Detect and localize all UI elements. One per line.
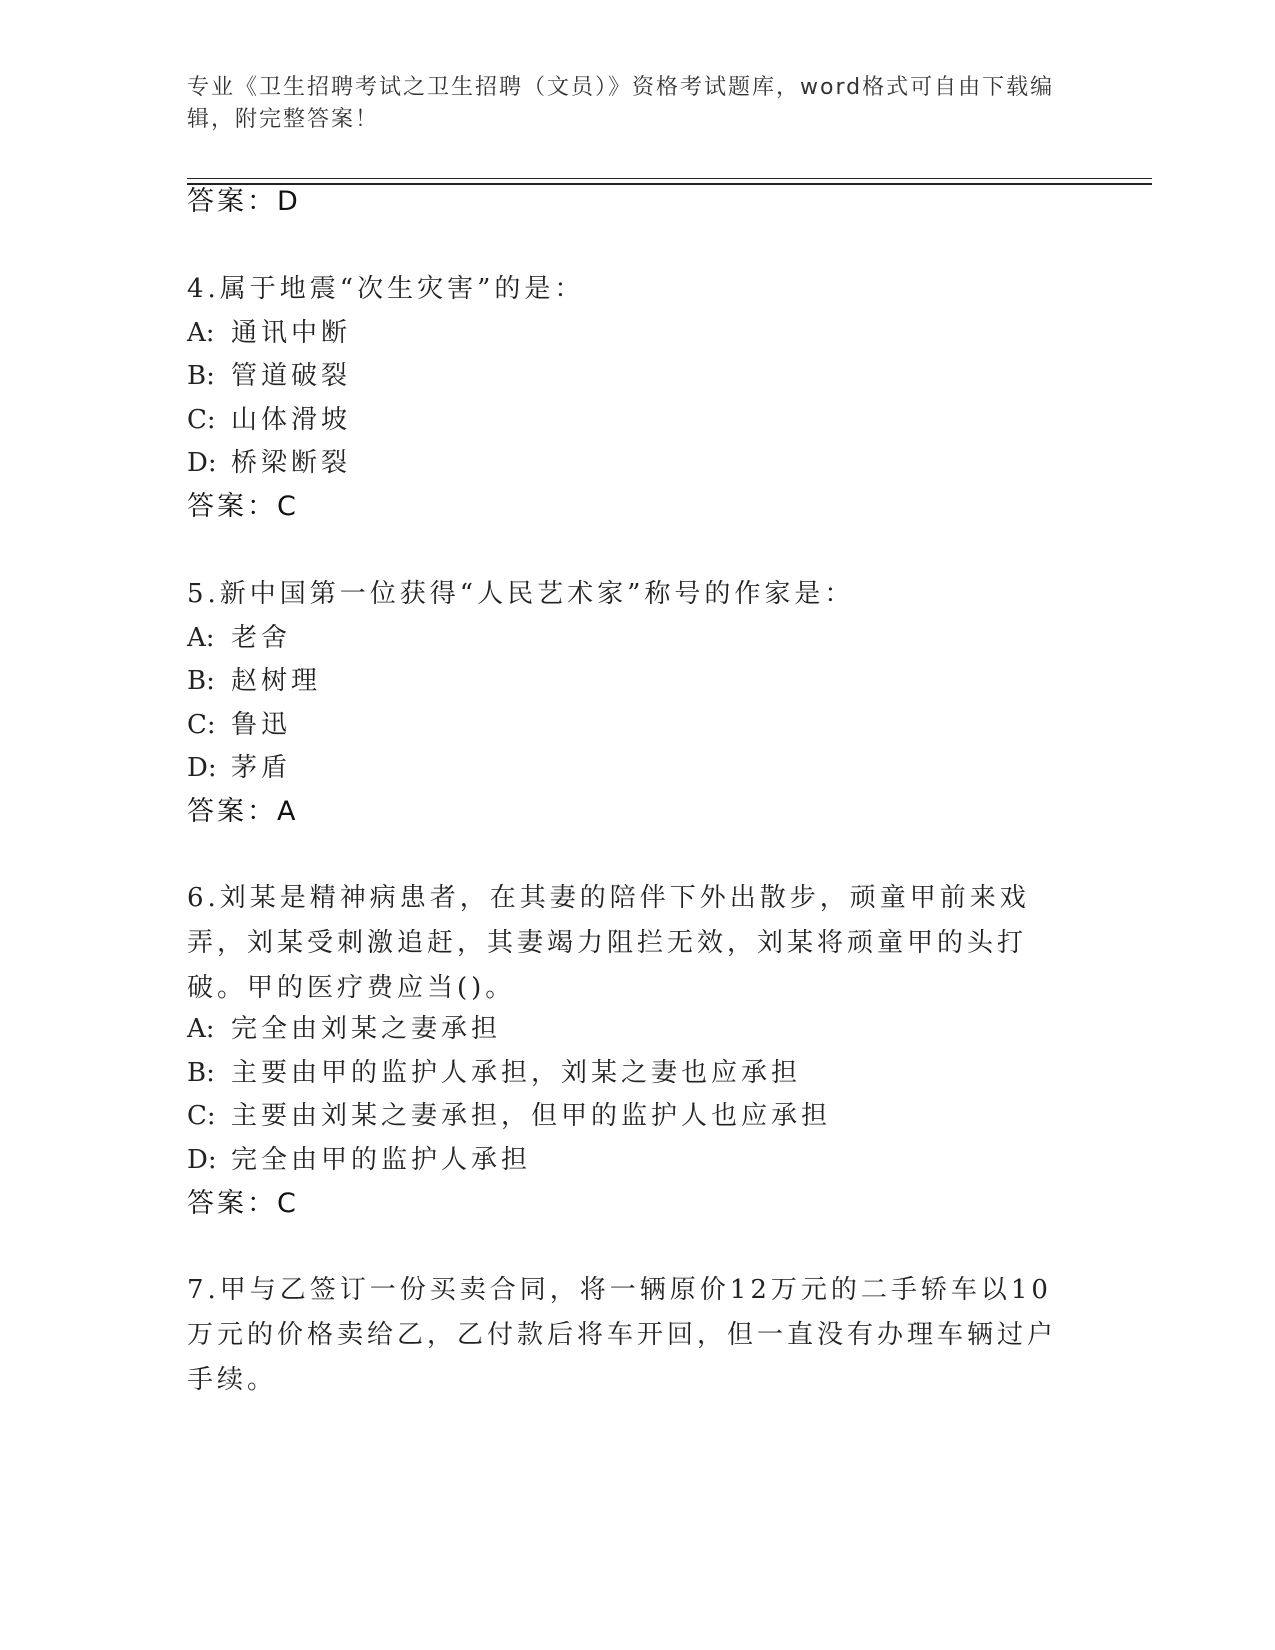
question-6-option-b [187,1057,801,1089]
option-text: 鲁迅 [231,710,292,740]
option-label: D: [187,448,217,478]
question-6-option-c [187,1100,831,1132]
answer-prev [187,186,301,218]
option-text: 通讯中断 [231,318,352,348]
option-label: D: [187,753,217,783]
answer-value: D [277,186,301,217]
question-6-option-a [187,1013,501,1045]
question-5-answer [187,796,298,828]
option-label: B: [187,361,215,391]
option-label: A: [187,1014,215,1044]
question-6-option-d [187,1144,531,1176]
header-divider-thin [187,178,1152,179]
question-5-option-a [187,622,291,654]
option-text: 茅盾 [231,753,292,783]
question-4-stem: 4.属于地震“次生灾害”的是： [187,274,585,304]
question-4-option-a [187,317,351,349]
question-5-option-d [187,752,291,784]
header-divider-thick [187,183,1152,185]
option-label: C: [187,1101,216,1131]
option-text: 管道破裂 [231,361,352,391]
option-text: 主要由甲的监护人承担，刘某之妻也应承担 [231,1058,802,1088]
option-text: 老舍 [231,623,292,653]
option-label: B: [187,666,215,696]
answer-value: A [277,796,299,827]
question-7-stem: 7.甲与乙签订一份买卖合同，将一辆原价12万元的二手轿车以10万元的价格卖给乙，乙付款后将车开回，但一直没有办理车辆过户手续。 [187,1275,1058,1395]
option-label: C: [187,710,216,740]
option-text: 桥梁断裂 [231,448,352,478]
answer-label: 答案： [187,491,277,522]
option-text: 赵树理 [231,666,322,696]
answer-label: 答案： [187,186,277,217]
question-4-option-b [187,360,351,392]
option-text: 完全由甲的监护人承担 [231,1145,532,1175]
document-header: 专业《卫生招聘考试之卫生招聘（文员）》资格考试题库，word格式可自由下载编辑，附完整答案！ [187,75,1055,132]
option-label: C: [187,405,216,435]
question-6-stem: 6.刘某是精神病患者，在其妻的陪伴下外出散步，顽童甲前来戏弄，刘某受刺激追赶，其妻竭力阻拦无效，刘某将顽童甲的头打破。甲的医疗费应当()。 [187,883,1030,1003]
option-label: B: [187,1058,215,1088]
answer-label: 答案： [187,796,277,827]
option-label: A: [187,318,215,348]
question-4-answer [187,491,299,523]
question-5-option-c [187,709,291,741]
question-4-option-d [187,447,351,479]
option-text: 完全由刘某之妻承担 [231,1014,502,1044]
option-label: A: [187,623,215,653]
question-4-option-c [187,404,351,436]
answer-label: 答案： [187,1188,277,1219]
question-5-stem: 5.新中国第一位获得“人民艺术家”称号的作家是： [187,579,855,609]
question-6-answer [187,1188,299,1220]
question-5-option-b [187,665,321,697]
option-text: 山体滑坡 [231,405,352,435]
answer-value: C [277,491,299,522]
answer-value: C [277,1188,299,1219]
option-text: 主要由刘某之妻承担，但甲的监护人也应承担 [231,1101,832,1131]
option-label: D: [187,1145,217,1175]
